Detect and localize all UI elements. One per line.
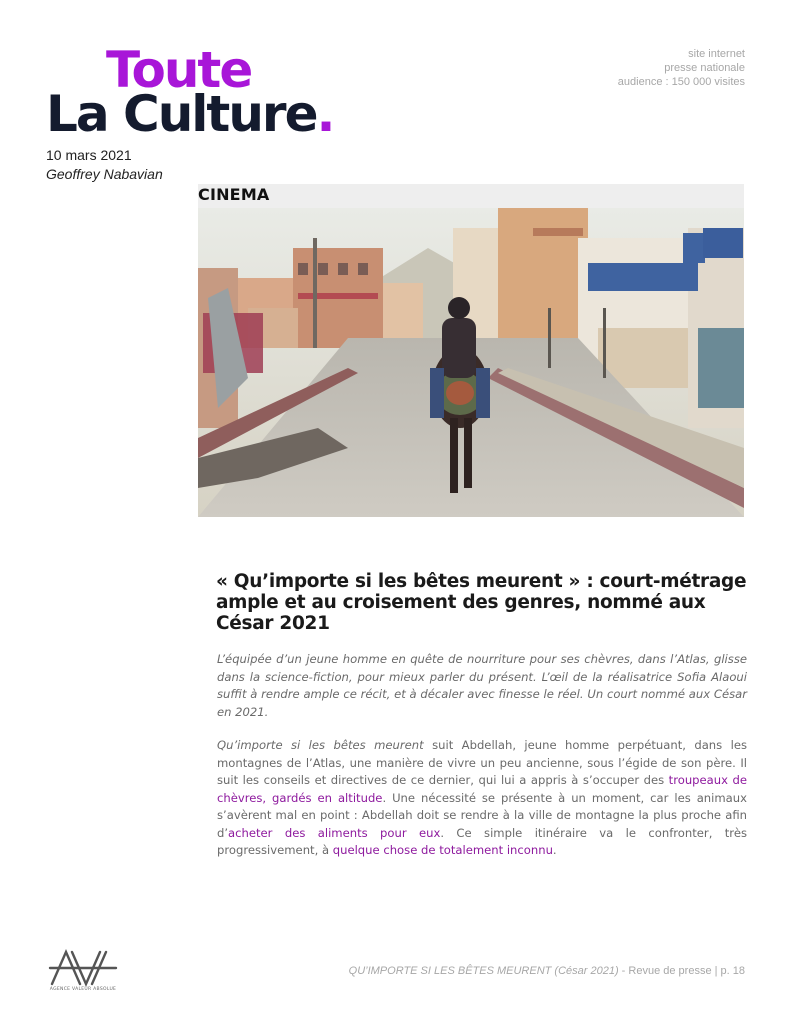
article-body [217, 737, 747, 860]
article-headline: « Qu’importe si les bêtes meurent » : court-métrage ample et au croisement des genres, nommé aux César 2021 [216, 571, 747, 634]
publication-scope: presse nationale [664, 62, 745, 74]
article-author: Geoffrey Nabavian [46, 166, 163, 182]
logo-line-toute: Toute [106, 41, 252, 99]
article-date: 10 mars 2021 [46, 147, 132, 163]
section-label: CINEMA [198, 185, 270, 204]
section-header [198, 184, 744, 208]
publication-audience: audience : 150 000 visites [617, 76, 745, 88]
link-troupeaux[interactable]: troupeaux de chèvres, gardés en altitude [217, 773, 747, 805]
body-segment: suit Abdellah, jeune homme perpétuant, dans les montagnes de l’Atlas, une manière de vivre un peu ancienne, sous l’égide de son père. Il suit les conseils et directives de ce dernier, qui lui a appris à s’occuper des [217, 738, 748, 787]
agency-name: AGENCE VALEUR ABSOLUE [49, 987, 117, 992]
film-still-photo [198, 208, 744, 517]
link-inconnu[interactable]: quelque chose de totalement inconnu [332, 843, 553, 857]
article-lead: L’équipée d’un jeune homme en quête de nourriture pour ses chèvres, dans l’Atlas, glisse dans la science-fiction, pour mieux parler du présent. L’œil de la réalisatrice Sofia Alaoui suffit à rendre ample ce récit, et à décaler avec finesse le réel. Un court nommé aux César en 2021. [217, 652, 747, 719]
link-aliments[interactable]: acheter des aliments pour eux [228, 825, 441, 840]
film-title: Qu’importe si les bêtes meurent [217, 738, 424, 752]
film-still-illustration [198, 208, 744, 517]
footer-suffix: - Revue de presse | p. 18 [618, 965, 745, 977]
body-segment: . Une nécessité se présente à un moment, car les animaux s’avèrent mal en point : Abdellah doit se rendre à la ville de montagne la plus proche afin d’ [217, 790, 747, 840]
publication-info [505, 47, 745, 89]
publication-type: site internet [688, 48, 745, 60]
body-segment: . [552, 843, 557, 857]
body-segment: . Ce simple itinéraire va le confronter, très progressivement, à [217, 825, 747, 857]
page-footer [349, 965, 745, 977]
logo-dot: . [316, 85, 334, 143]
footer-title: QU’IMPORTE SI LES BÊTES MEURENT (César 2021) [348, 965, 619, 977]
logo-text: La Culture [46, 85, 317, 143]
logo-line-la-culture [46, 84, 334, 144]
